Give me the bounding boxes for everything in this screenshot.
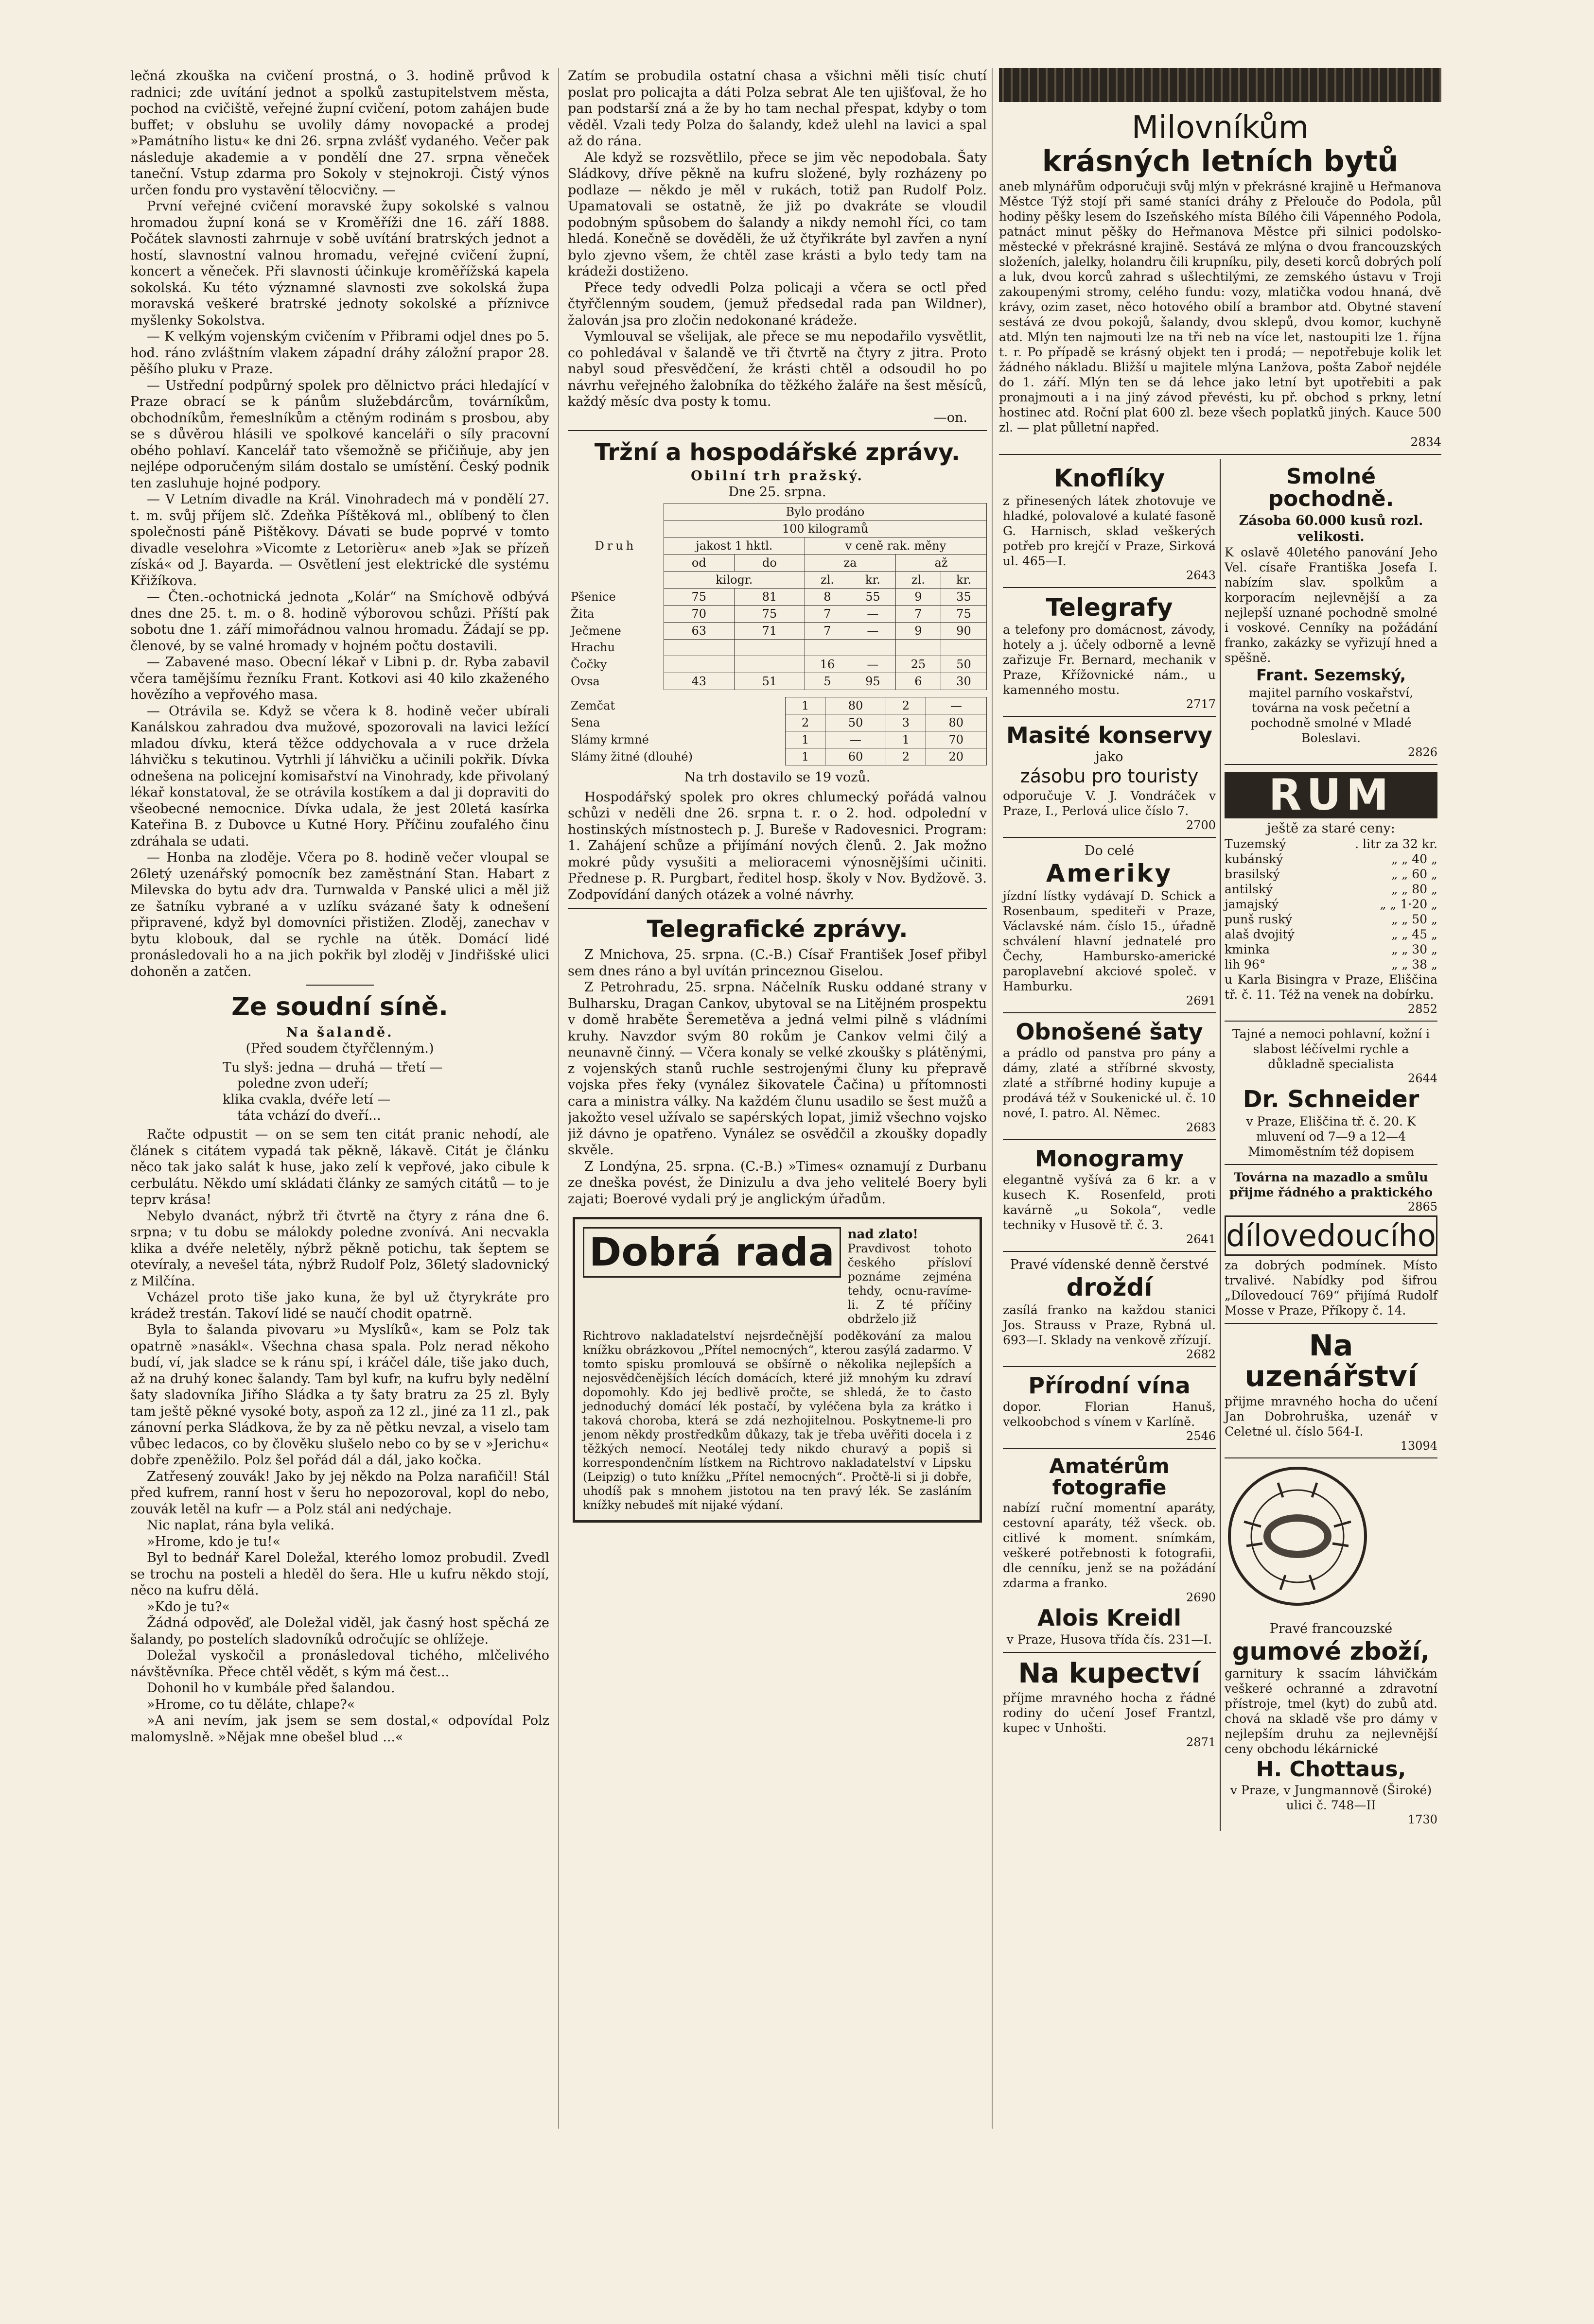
- advert: [1003, 1013, 1216, 1140]
- advert-number: 2643: [1186, 568, 1216, 582]
- table-header: za: [805, 554, 895, 571]
- advert-number: 2546: [1186, 1429, 1216, 1443]
- price-item: brasilský: [1225, 867, 1280, 882]
- table-cell: 20: [926, 748, 986, 765]
- column-adverts: [999, 68, 1441, 1831]
- table-cell: 50: [941, 656, 986, 673]
- price-value: „ „ 1·20 „: [1380, 897, 1437, 912]
- table-cell-label: Ječmene: [571, 624, 621, 638]
- table-cell-label: Slámy žitné (dlouhé): [571, 749, 693, 763]
- column-divider: [992, 68, 993, 2129]
- table-header: zl.: [895, 571, 941, 588]
- advert-title: gumové zboží,: [1232, 1637, 1430, 1665]
- advert: [1003, 1653, 1216, 1754]
- article-paragraph: Doležal vyskočil a pronásledoval tichého, mlčelivého návštěvníka. Přece chtěl vědět, s kým má čest...: [130, 1648, 549, 1680]
- article-paragraph: Račte odpustit — on se sem ten citát pranic nehodí, ale článek s citátem vypadá tak pěkně, lákavě. Citát je článku něco tak jako salát k huse, jako zelí k vepřové, jako cibule k cerbulátu. Někdo umí skládati články ze samých citátů — to je teprv krása!: [130, 1127, 549, 1207]
- table-cell: —: [850, 622, 895, 639]
- article-paragraph: »Kdo je tu?«: [147, 1599, 230, 1614]
- advert-title: Milovníkům: [1131, 110, 1309, 146]
- table-row: [568, 714, 987, 731]
- advert-title: Smolné pochodně.: [1268, 464, 1394, 512]
- table-cell: 81: [734, 588, 805, 605]
- table-cell: [941, 639, 986, 656]
- advert-text: za dobrých podmínek. Místo trvalivé. Nabídky pod šifrou „Dílovedoucí 769“ přijímá Rudolf Mosse v Praze, Příkopy č. 14.: [1225, 1258, 1437, 1318]
- divider: [568, 430, 987, 431]
- table-cell: 9: [895, 588, 941, 605]
- column-news-market: [568, 68, 987, 1532]
- article-paragraph: Byla to šalanda pivovaru »u Myslíků«, kam se Polz tak opatrně »nasákl«. Všechna chasa spala. Polz nerad někoho budí, ví, jak sladce se k ránu spí, i kráčel dále, tiše jako duch, až na druhý konec šalandy. Tam byl kufr, na kufru byly nedělní šaty sladovníka Jiřího Sládka a ty šaty bratru za 25 zl. Byly tam ještě pěkné vysoké boty, aspoň za 12 zl., jiné za 11 zl., pak zánovní perka Sládkova, že by za ně pětku nevzal, a viselo tam vůbec ledacos, co by člověku slušelo nebo co by se v »Jerichu« dobře zpeněžilo. Polz šel pořád dál a dál, jako kočka.: [130, 1322, 549, 1468]
- article-paragraph: — K velkým vojenským cvičením v Přibrami odjel dnes po 5. hod. ráno zvláštním vlakem západní dráhy záložní prapor 28. pěšího pluku v Praze.: [130, 329, 549, 377]
- price-value: „ „ 40 „: [1391, 852, 1437, 867]
- poem-line: klika cvakla, dvéře letí —: [223, 1092, 391, 1107]
- company-seal-logo: [1225, 1463, 1370, 1609]
- adverts-right: [1220, 459, 1441, 1831]
- table-header: do: [734, 554, 805, 571]
- price-row: [1225, 867, 1437, 882]
- advert-number: 2865: [1407, 1199, 1437, 1214]
- advert-text: v Praze, Eliščina tř. č. 20. K mluvení od 7—9 a 12—4 Mimoměstním též dopisem: [1246, 1114, 1416, 1159]
- article-paragraph: — Otrávila se. Když se včera k 8. hodině večer ubírali Kanálskou zahradou dva mužové, spozorovali na lavici ležící mladou dívku, která těžce oddychovala a v ruce držela láhvičku s tekutinou. Vytrhli jí láhvičku a učinili pokřik. Dívka odnešena na policejní komisařství na Vinohrady, kde přivolaný lékař konstatoval, že se otrávila kostíkem a dal ji dopraviti do všeobecné nemocnice. Dívka udala, že jest 20letá kasírka Kateřina B. z Dubovce u Kutné Hory. Příčinu zoufalého činu zdráhala se udati.: [130, 703, 549, 849]
- advert-text: jako: [1095, 749, 1123, 765]
- table-cell: 2: [886, 697, 926, 714]
- table-cell: 8: [805, 588, 850, 605]
- advert-text: Továrna na mazadlo a smůlu přijme řádného a praktického: [1229, 1170, 1433, 1199]
- advert-number: 2717: [1186, 697, 1216, 711]
- advert-title: RUM: [1225, 772, 1437, 818]
- table-cell: —: [850, 605, 895, 622]
- price-row: [1225, 927, 1437, 942]
- poem-line: poledne zvon udeří;: [237, 1076, 369, 1091]
- table-cell: 30: [941, 673, 986, 690]
- advert: [1003, 838, 1216, 1013]
- table-header: v ceně rak. měny: [805, 537, 986, 554]
- advert: [1003, 588, 1216, 717]
- table-cell: 63: [664, 622, 734, 639]
- table-cell: 1: [886, 731, 926, 748]
- price-value: „ „ 60 „: [1391, 867, 1437, 882]
- advert-text: zasílá franko na každou stanici Jos. Strauss v Praze, Rybná ul. 693—I. Sklady na venkově zřízují.: [1003, 1302, 1216, 1347]
- advert-title: krásných letních bytů: [1042, 144, 1399, 179]
- advert-text: Do celé: [1084, 843, 1135, 859]
- table-row: [568, 748, 987, 765]
- table-cell: 70: [664, 605, 734, 622]
- advert: [1003, 1252, 1216, 1367]
- table-cell: 43: [664, 673, 734, 690]
- advert-number: 2682: [1186, 1347, 1216, 1361]
- article-paragraph: Nebylo dvanáct, nýbrž tři čtvrtě na čtyry z rána dne 6. srpna; v tu dobu se málokdy poledne zvonívá. Ani necvakla klika a dvéře neletěly, nýbrž pěkně potichu, tak šeptem se otevíraly, a nevešel táta, nýbrž Rudolf Polz, 36letý sladovnický z Milčína.: [130, 1208, 549, 1289]
- advert-title: Přírodní vína: [1028, 1372, 1191, 1399]
- price-item: punš ruský: [1225, 912, 1293, 927]
- article-paragraph: — V Letním divadle na Král. Vinohradech má v pondělí 27. t. m. svůj příjem slč. Zdeňka Píštěková ml., oblíbený to člen společnosti páně Pištěkovy. Dávati se bude poprvé v tomto divadle veselohra »Vicomte z Letorièru« aneb »Jak se přízeň získá« od J. Bayarda. — Osvětlení jest elektrické dle systému Křižíkova.: [130, 492, 549, 589]
- advert-title: Ameriky: [1046, 859, 1173, 888]
- advert-number: 2700: [1186, 818, 1216, 832]
- advert-text: odporučuje V. J. Vondráček v Praze, I., Perlová ulice číslo 7.: [1003, 789, 1216, 818]
- table-cell: 16: [805, 656, 850, 673]
- advert: [1003, 1140, 1216, 1252]
- advert-name: H. Chottaus,: [1256, 1757, 1406, 1782]
- advert-text: a prádlo od panstva pro pány a dámy, zlaté a stříbrné skvosty, zlaté a stříbrné hodiny kupuje a prodává též v Soukenické ul. č. 10 nové, I. patro. Al. Němec.: [1003, 1046, 1216, 1121]
- advert-mill: [999, 105, 1441, 455]
- advert: [1003, 717, 1216, 838]
- price-value: „ „ 38 „: [1391, 957, 1437, 972]
- advert-title: droždí: [1066, 1273, 1153, 1302]
- price-item: kubánský: [1225, 852, 1283, 867]
- advert-title: Masité konservy: [1006, 722, 1213, 749]
- advert-text: K oslavě 40letého panování Jeho Vel. císaře Františka Josefa I. nabízím slav. spolkům a korporacím nejlevnější a za nejlepší uznané pochodně smolné i voskové. Cenníky na požádání franko, zakázky se vyřizují hned a spěšně.: [1225, 545, 1437, 665]
- price-item: antilský: [1225, 882, 1273, 897]
- advert-text: Pravdivost tohoto českého přísloví poznáme zejména tehdy, ocnu-ravíme-li. Z té příčiny obdrželo již: [847, 1242, 972, 1326]
- advert-title: Dr. Schneider: [1243, 1086, 1419, 1113]
- advert-title: Obnošené šaty: [1016, 1018, 1203, 1045]
- table-cell: 70: [926, 731, 986, 748]
- price-item: Tuzemský: [1225, 837, 1286, 851]
- advert: [1225, 1022, 1437, 1164]
- market-rows-hay: [568, 697, 987, 765]
- advert-title: Monogramy: [1034, 1145, 1184, 1172]
- section-title-court: Ze soudní síně.: [231, 992, 448, 1022]
- article-paragraph: — Zabavené maso. Obecní lékař v Libni p. dr. Ryba zabavil včera tamějšímu řezníku Frant. Kotkovi asi 40 kilo zkaženého hovězího a vepřového masa.: [130, 655, 549, 702]
- advert-number: 2690: [1186, 1591, 1216, 1605]
- advert-text: z přinesených látek zhotovuje ve hladké, polovalové a kulaté fasoně G. Harnisch, sklad veškerých potřeb pro krejčí v Praze, Sirková ul. 465—I.: [1003, 493, 1216, 568]
- table-cell: 1: [786, 697, 825, 714]
- poem-line: Tu slyš: jedna — druhá — třetí —: [223, 1060, 443, 1075]
- court-subtitle-2: (Před soudem čtyřčlenným.): [245, 1041, 434, 1056]
- market-note: Na trh dostavilo se 19 vozů.: [684, 769, 871, 785]
- advert-rum: [1225, 765, 1437, 1022]
- table-header: kilogr.: [664, 571, 805, 588]
- article-paragraph: Vymlouval se všelijak, ale přece se mu nepodařilo vysvětlit, co pohledával v šalandě ve tři čtvrtě na čtyry z jitra. Proto nabyl soud přesvědčení, že krásti chtěl a odsoudil ho po návrhu veřejného žalobníka do těžkého žaláře na šest měsíců, každý měsíc dva posty k tomu.: [568, 329, 987, 409]
- advert-subtitle: zásobu pro touristy: [1020, 765, 1199, 787]
- table-cell: [734, 639, 805, 656]
- table-cell-label: Ovsa: [571, 674, 600, 688]
- table-cell: 3: [886, 714, 926, 731]
- article-paragraph: Z Petrohradu, 25. srpna. Náčelník Rusku oddané strany v Bulharsku, Dragan Cankov, ubytoval se na Litějném prospektu v domě hraběte Šeremetěva a jedná velmi pilně s vládními kruhy. Navzdor svým 80 rokům je Cankov velmi čilý a neunavně činný. — Včera konaly se velké zkoušky s plátěnými, z vojenských stanů ruchle sestrojenými čluny ku přepravě vojska přes řeky (vynález šikovatele Čačina) u přítomnosti cara a ministra války. Na každém člunu usadilo se šest mužů a jakožto vesel užívalo se sapérských lopat, jimiž všechno vojsko již dávno je opatřeno. Vynález se osvědčil a zkoušky dopadly skvěle.: [568, 980, 987, 1158]
- table-header: jakost 1 hktl.: [664, 537, 805, 554]
- table-cell: 2: [886, 748, 926, 765]
- table-cell-label: Pšenice: [571, 590, 616, 604]
- table-header: od: [664, 554, 734, 571]
- table-row: [568, 697, 987, 714]
- advert-number: 2644: [1407, 1072, 1437, 1086]
- advert-title: Telegrafy: [1046, 593, 1173, 622]
- table-cell: 35: [941, 588, 986, 605]
- advert-number: 2871: [1186, 1735, 1216, 1749]
- table-cell-label: Žita: [571, 607, 595, 621]
- price-row: [1225, 882, 1437, 897]
- article-paragraph: — Ustřední podpůrný spolek pro dělnictvo práci hledající v Praze obrací se k pánům služebdárcům, továrníkům, obchodníkům, řemeslníkům a ctěným rodinám s prosbou, aby se s důvěrou hlásili ve spolkové kanceláři o síly pracovní obého pohlaví. Kancelář tato všemožně se přičiňuje, aby jen nejlépe odporučeným silám dostalo se umístění. Český podnik ten zasluhuje hojné podpory.: [130, 378, 549, 491]
- advert-title: Alois Kreidl: [1037, 1605, 1182, 1631]
- article-paragraph: Ale když se rozsvětlilo, přece se jim věc nepodobala. Šaty Sládkovy, dříve pěkně na kufru složené, byly rozházeny po podlaze — někdo je měl v rukách, totiž pan Rudolf Polz. Upamatovali se ostatně, že již po dvakráte se vloudil podobným spůsobem do šalandy a nikdy nemohl říci, co tam hledá. Konečně se dověděli, že už čtyřikráte byl zavřen a nyní bylo zjevno všem, že chtěl zase krásti a bylo tedy tam na krádeži dostiženo.: [568, 150, 987, 279]
- article-paragraph: Byl to bednář Karel Doležal, kterého lomoz probudil. Zvedl se trochu na posteli a hleděl do šera. Hle u kufru někdo stojí, něco na kufru dělá.: [130, 1550, 549, 1598]
- table-row: [568, 622, 987, 639]
- advert-text: aneb mlynářům odporučuji svůj mlýn v překrásné krajině u Heřmanova Městce Týž stojí při samé staníci dráhy z Přelouče do Podola, půl hodiny pěšky lesem do Iszeňského místa Bílého čili Vápenného Podola, patnáct minut pěšky do Heřmanova Městce při silnici podolsko-městecké v překrásné krajině. Sestává ze mlýna o dvou francouzských složeních, jalelky, holandru čili krupníku, pily, deseti korců dobrých polí a luk, dvou korců zahrad s ušlechtilými, ze zemského ústavu v Troji zakoupenými stromy, celého fundu: vozy, mlatička vodou hnaná, dvě krávy, ozim zaset, něco hotového obilí a brambor atd. Obytné stavení sestává ze dvou pokojů, šalandy, dvou sklepů, dvou komor, kuchyně atd. Mlýn ten najmouti lze na tři neb na více let, nastoupiti lze 1. října t. r. Po případě se krásný objekt ten i prodá; — nepotřebuje kolik let žádného nákladu. Bližší u majitele mlýna Lanžova, pošta Zaboř nejdéle do 1. září. Mlýn ten se dá lehce jako letní byt upotřebiti a pak pronajmouti a i na jiný závod převésti, ku př. obchod s prkny, letní hostinec atd. Roční plat 600 zl. beze všech poplatků jiných. Kauce 500 zl. — plat půlletní napřed.: [999, 179, 1441, 435]
- advert-text: a telefony pro domácnost, závody, hotely a j. účely odborně a levně zařizuje Fr. Bernard, mechanik v Praze, Křížovnické nám., u kamenného mostu.: [1003, 623, 1216, 697]
- table-header: kr.: [941, 571, 986, 588]
- table-cell: 75: [664, 588, 734, 605]
- divider: [568, 908, 987, 909]
- article-paragraph: Zatím se probudila ostatní chasa a všichni měli tisíc chutí poslat pro policajta a dáti Polza sebrat Ale ten ujišťoval, že ho pan podstarší zná a že by ho tam nechal přespat, kdyby o tom věděl. Vzali tedy Polza do šalandy, kdež ulehl na lavici a spal až do rána.: [568, 69, 987, 149]
- table-cell: 60: [825, 748, 886, 765]
- market-table: [568, 503, 987, 690]
- article-paragraph: Žádná odpověď, ale Doležal viděl, jak časný host spěchá ze šalandy, po postelích sladovníků odročujíc se ohlížeje.: [130, 1615, 549, 1647]
- advert-text: Tajné a nemoci pohlavní, kožní i slabost léčívelmi rychle a důkladně specialista: [1232, 1027, 1430, 1072]
- market-subtitle: Obilní trh pražský.: [691, 468, 864, 484]
- table-cell: [664, 656, 734, 673]
- advert: [1225, 1165, 1437, 1324]
- table-cell: —: [825, 731, 886, 748]
- advert-text: v Praze, v Jungmannově (Široké) ulici č. 748—II: [1230, 1783, 1432, 1813]
- table-header: kr.: [850, 571, 895, 588]
- table-row: [568, 639, 987, 656]
- price-item: lih 96°: [1225, 957, 1266, 972]
- price-value: „ „ 80 „: [1391, 882, 1437, 897]
- price-row: [1225, 897, 1437, 912]
- article-paragraph: Nic naplat, rána byla veliká.: [147, 1518, 334, 1533]
- table-header: Bylo prodáno: [664, 503, 986, 520]
- price-row: [1225, 851, 1437, 867]
- price-item: alaš dvojitý: [1225, 927, 1295, 942]
- advert-text: Pravé vídenské denně čerstvé: [1010, 1257, 1209, 1273]
- poem: [130, 1059, 549, 1124]
- price-row: [1225, 836, 1437, 851]
- advert-number: 2826: [1407, 746, 1437, 760]
- article-paragraph: Přece tedy odvedli Polza policaji a včera se octl před čtyřčlenným soudem, (jemuž předsedal rada pan Wildner), žalován jsa pro zločin nedokonané krádeže.: [568, 280, 987, 328]
- table-cell-label: Hrachu: [571, 641, 615, 654]
- article-paragraph: — Honba na zloděje. Včera po 8. hodině večer vloupal se 26letý uzenářský pomocník bez zaměstnání Stan. Habart z Milevska do bytu adv dra. Turnwalda v Panské ulici a měl již ze šatníku vybrané a v uzlíku svázané šaty k odnešení připravené, když byl domovníci přistižen. Zloděj, zanechav v bytu klobouk, dal se rychle na útěk. Domácí lidé pronásledovali ho a na jich pokřik byl zloděj v Jindřišské ulici dohoněn a zatčen.: [130, 850, 549, 979]
- advert-text: příjme mravného hocha z řádné rodiny do učení Josef Frantzl, kupec v Unhošti.: [1003, 1690, 1216, 1735]
- advert-text: ještě za staré ceny:: [1267, 821, 1395, 836]
- article-paragraph: Z Londýna, 25. srpna. (C.-B.) »Times« oznamují z Durbanu ze dneška povést, že Dinizulu a dva jeho velitelé Boery byli zajati; Boerové vydali prý je anglickým úřadům.: [568, 1159, 987, 1207]
- adverts-left: [999, 459, 1220, 1831]
- article-paragraph: Dohonil ho v kumbále před šalandou.: [147, 1681, 395, 1696]
- price-value: . litr za 32 kr.: [1355, 837, 1437, 851]
- advert-subtitle: nad zlato!: [847, 1227, 918, 1242]
- advert-number: 2683: [1186, 1121, 1216, 1135]
- table-cell: [734, 656, 805, 673]
- table-header: Druh: [595, 538, 637, 553]
- table-cell: 75: [941, 605, 986, 622]
- article-paragraph: Z Mnichova, 25. srpna. (C.-B.) Císař František Josef přibyl sem dnes ráno a byl uvítán princeznou Giselou.: [568, 947, 987, 979]
- court-subtitle: Na šalandě.: [286, 1025, 394, 1040]
- divider: [306, 985, 374, 986]
- article-paragraph: »A ani nevím, jak jsem se sem dostal,« odpovídal Polz malomyslně. »Nějak mne obešel blud ...«: [130, 1713, 549, 1745]
- article-paragraph: Vcházel proto tiše jako kuna, že byl už čtyrykráte pro krádež trestán. Takoví lidé se naučí chodit opatrně.: [130, 1290, 549, 1321]
- table-row: [568, 588, 987, 605]
- table-cell: 1: [786, 731, 825, 748]
- price-row: [1225, 912, 1437, 927]
- advert-title: Amatérům fotografie: [1049, 1454, 1170, 1500]
- advert-text: nabízí ruční momentní aparáty, cestovní aparáty, též všeck. ob. citlivé k moment. snímkám, veškeré potřebnosti k fotografii, dle cenníku, jenž se na požádání zdarma a franko.: [1003, 1501, 1216, 1591]
- market-table-2: [568, 697, 987, 765]
- advert-text: jízdní lístky vydávají D. Schick a Rosenbaum, spediteři v Praze, Václavské nám. číslo 15., úřadně schválení hlavní jednatelé pro Čechy, Hambursko-americké paroplavební akciové společ. v Hamburku.: [1003, 888, 1216, 993]
- table-cell-label: Zemčat: [571, 698, 615, 712]
- table-cell: 51: [734, 673, 805, 690]
- advert: [1225, 459, 1437, 765]
- table-cell: —: [926, 697, 986, 714]
- table-cell: 25: [895, 656, 941, 673]
- column-news: [130, 68, 549, 1745]
- table-cell: 71: [734, 622, 805, 639]
- article-paragraph: lečná zkouška na cvičení prostná, o 3. hodině průvod k radnici; zde uvítání jednot a spolků zastupitelstvem města, pochod na cvičiště, veřejné župní cvičení, potom zahájen bude buffet; v obsluhu se uvolily dámy novopacké a prodej »Památního listu« ke dni 26. srpna zvlášť vydaného. Večer pak následuje akademie a v pondělí dne 27. srpna věneček taneční. Vstup zdarma pro Sokoly v stejnokroji. Čistý výnos určen fondu pro vystavění tělocvičny. —: [130, 69, 549, 198]
- price-row: [1225, 942, 1437, 957]
- column-divider: [558, 68, 559, 2129]
- table-cell: 7: [805, 605, 850, 622]
- article-paragraph: »Hrome, co tu děláte, chlape?«: [147, 1697, 355, 1712]
- advert-text: Zásoba 60.000 kusů rozl. velikosti.: [1239, 513, 1423, 544]
- table-header: zl.: [805, 571, 850, 588]
- section-title-market: Tržní a hospodářské zprávy.: [594, 438, 961, 466]
- advert-number: 2641: [1186, 1232, 1216, 1247]
- article-paragraph: První veřejné cvičení moravské župy sokolské s valnou hromadou župní koná se v Kroměříži dne 16. září 1888. Počátek slavnosti zahrnuje v sobě uvítání bratrských jednot a hostí, slavnostní valnou hromadu, veřejné cvičení župní, koncert a věneček. Při slavnosti účinkuje kroměřížská kapela sokolská. Ku této významné slavnosti zve sokolská župa moravská veškeré bratrské jednoty sokolské a příznivce myšlenky Sokolstva.: [130, 199, 549, 328]
- market-date: Dne 25. srpna.: [728, 484, 826, 500]
- adverts-two-column: [999, 459, 1441, 1831]
- price-value: „ „ 30 „: [1391, 942, 1437, 957]
- table-cell: 5: [805, 673, 850, 690]
- advert: [1003, 1367, 1216, 1449]
- article-paragraph: »Hrome, kdo je tu!«: [147, 1534, 280, 1549]
- table-cell-label: Sena: [571, 715, 600, 729]
- advert-number: 2834: [1410, 435, 1441, 450]
- table-cell: 7: [895, 605, 941, 622]
- table-cell: 50: [825, 714, 886, 731]
- advert-number: 2852: [1407, 1002, 1437, 1016]
- table-cell: 2: [786, 714, 825, 731]
- table-header: až: [895, 554, 986, 571]
- article-paragraph: Zatřesený zouvák! Jako by jej někdo na Polza narafičil! Stál před kufrem, ranní host v šeru ho nepozoroval, kopl do nebo, zouvák letěl na kufr — a Polz stál ani nedýchaje.: [130, 1469, 549, 1517]
- table-cell: 1: [786, 748, 825, 765]
- table-cell: 75: [734, 605, 805, 622]
- table-row: [568, 656, 987, 673]
- advert-dobra-rada: [573, 1217, 982, 1523]
- advert-title: Na uzenářství: [1244, 1328, 1418, 1393]
- section-title-telegraph: Telegrafické zprávy.: [647, 916, 908, 943]
- market-rows-grain: [568, 588, 987, 690]
- price-list: [1225, 836, 1437, 972]
- table-header: 100 kilogramů: [664, 520, 986, 537]
- price-row: [1225, 957, 1437, 972]
- table-cell: 90: [941, 622, 986, 639]
- table-cell: 80: [926, 714, 986, 731]
- advert-title: Dobrá rada: [583, 1227, 841, 1278]
- table-cell: —: [850, 656, 895, 673]
- advert-text: Richtrovo nakladatelství nejsrdečnější poděkování za malou knížku obrázkovou „Přítel nemocných“, kterou zasýlá zadarmo. V tomto spisku promlouvá se obšírně o několika nejlepších a nejosvědčenějších lécích domácích, které již mnohým ku zdraví dopomohly. Kdo jej bedlivě pročte, se shledá, že to často jednoduchý domácí lék postačí, by vyléčena byla za krátko i taková choroba, která se zdá nezhojitelnou. Poskytneme-li pro jenom někdy prostředkům důkazy, tak je třeba uvěřiti docela i z těžkých nemocí. Neotálej tedy nikdo churavý a popiš si korrespondenčním lístkem na Richtrovo nakladatelství v Lipsku (Leipzig) o tuto knížku „Přítel nemocných“. Pročtě-li si ji dobře, uhodíš pak s mnohem jistotou na ten pravý lék. Se zasláním knížky nebudeš mít nijaké výdaní.: [583, 1329, 972, 1512]
- advert-title: Knoflíky: [1053, 464, 1165, 493]
- advert-text: Pravé francouzské: [1269, 1621, 1393, 1636]
- poem-line: táta vchází do dveří...: [237, 1108, 381, 1123]
- advert-name: Frant. Sezemský,: [1256, 665, 1406, 684]
- table-cell: [805, 639, 850, 656]
- advert-text: u Karla Bisingra v Praze, Eliščina tř. č. 11. Též na venek na dobírku.: [1225, 972, 1437, 1002]
- table-cell-label: Slámy krmné: [571, 732, 649, 746]
- price-item: kminka: [1225, 942, 1270, 957]
- advert-number: 13094: [1400, 1439, 1437, 1453]
- table-cell: 95: [850, 673, 895, 690]
- advert: [1225, 1616, 1437, 1832]
- decorative-banner: [999, 68, 1441, 102]
- article-paragraph: — Čten.-ochotnická jednota „Kolár“ na Smíchově odbývá dnes dne 25. t. m. o 8. hodině výborovou schůzi. Příští pak sobotu dne 1. září mimořádnou valnou hromadu. Žádají se pp. členové, by se valné hromady v hojném počtu dostavili.: [130, 590, 549, 654]
- advert: [1003, 459, 1216, 588]
- advert-text: elegantně vyšívá za 6 kr. a v kusech K. Rosenfeld, proti kavárně „u Sokola“, vedle techniky v Husově tř. č. 3.: [1003, 1173, 1216, 1232]
- table-cell: [895, 639, 941, 656]
- advert-number: 2691: [1186, 993, 1216, 1007]
- table-cell: [664, 639, 734, 656]
- table-row: [568, 605, 987, 622]
- advert-text: majitel parního voskařství, továrna na vosk pečetní a pochodně smolné v Mladé Boleslavi.: [1248, 686, 1414, 746]
- advert-text: dopor. Florian Hanuš, velkoobchod s vínem v Karlíně.: [1003, 1400, 1216, 1429]
- table-cell: 9: [895, 622, 941, 639]
- price-value: „ „ 50 „: [1391, 912, 1437, 927]
- advert-title: dílovedoucího: [1225, 1215, 1437, 1256]
- table-cell: 55: [850, 588, 895, 605]
- table-row: [568, 731, 987, 748]
- table-cell: 80: [825, 697, 886, 714]
- table-cell-label: Čočky: [571, 657, 607, 671]
- table-cell: 7: [805, 622, 850, 639]
- signature: —on.: [933, 410, 967, 425]
- price-item: jamajský: [1225, 897, 1279, 912]
- advert-text: garnitury k ssacím láhvičkám veškeré ochranné a zdravotní přístroje, tmel (kyt) do zubů atd. chová na skladě vše pro dámy v nejlepším druhu za nejlevnější ceny obchodu lékárnické: [1225, 1666, 1437, 1756]
- advert-title: Na kupectví: [1018, 1657, 1201, 1689]
- advert-text: v Praze, Husova třída čís. 231—I.: [1006, 1632, 1212, 1647]
- table-row: [568, 673, 987, 690]
- advert-text: přijme mravného hocha do učení Jan Dobrohruška, uzenář v Celetné ul. číslo 564-I.: [1225, 1394, 1437, 1439]
- table-cell: 6: [895, 673, 941, 690]
- advert: [1003, 1449, 1216, 1652]
- advert-number: 1730: [1407, 1813, 1437, 1827]
- article-paragraph: Hospodářský spolek pro okres chlumecký pořádá valnou schůzi v neděli dne 26. srpna t. r. o 2. hod. odpolední v hostinských místnostech p. J. Bureše v Radovesnici. Program: 1. Zahájení schůze a přijímání nových členů. 2. Jak možno mokré půdy vysušiti a melioracemi výnosnějšími učiniti. Přednese p. R. Purgbart, ředitel hosp. školy v Nov. Bydžově. 3. Zodpovídání daných otázek a volné návrhy.: [568, 789, 987, 902]
- price-value: „ „ 45 „: [1391, 927, 1437, 942]
- advert: [1225, 1324, 1437, 1458]
- table-cell: [850, 639, 895, 656]
